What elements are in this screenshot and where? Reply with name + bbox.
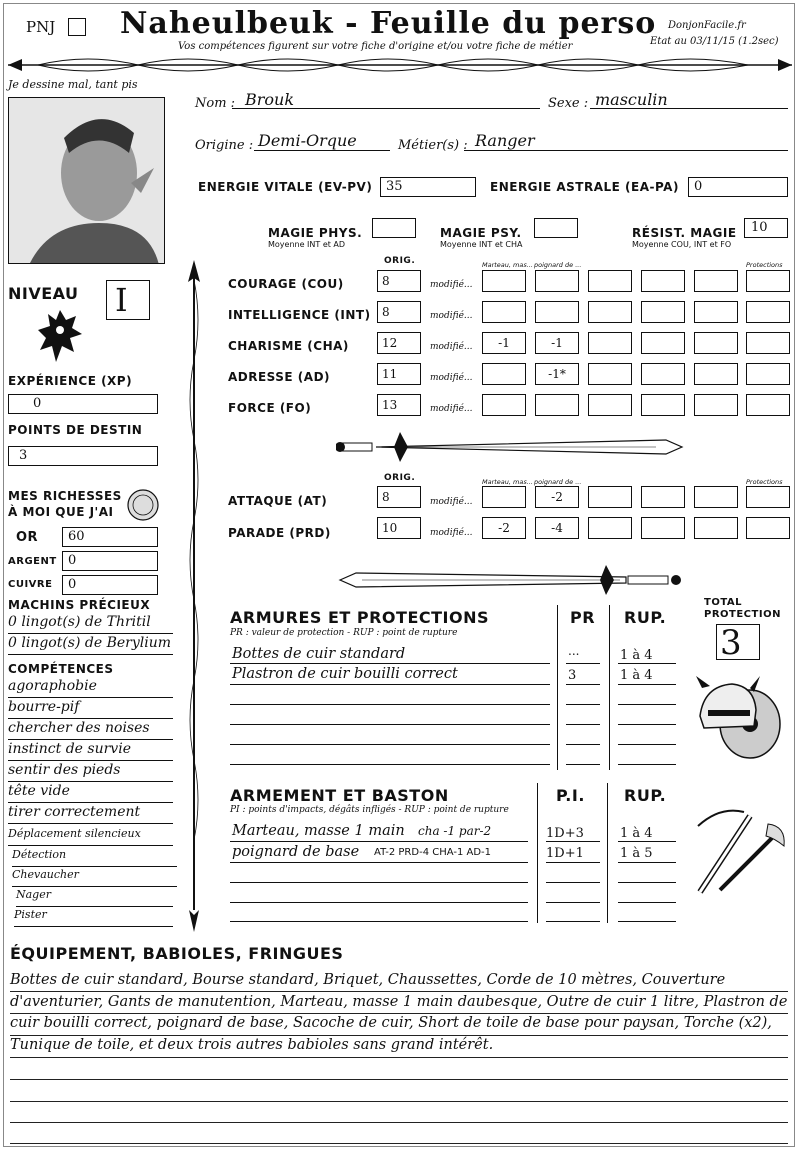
arme-row-rup[interactable]: 1 à 4 — [620, 826, 653, 841]
ev-label: ENERGIE VITALE (EV-PV) — [198, 180, 373, 194]
armure-line — [566, 724, 600, 725]
orig-label: ORIG. — [384, 256, 416, 266]
metier-value[interactable]: Ranger — [475, 131, 535, 150]
sexe-value[interactable]: masculin — [595, 90, 668, 109]
armure-row-name[interactable]: Bottes de cuir standard — [232, 646, 406, 662]
armement-pi-header: P.I. — [556, 786, 585, 805]
combat-mod-cell[interactable] — [746, 486, 790, 508]
portrait-drawing — [9, 98, 165, 264]
niveau-label: NIVEAU — [8, 284, 79, 303]
stat-mod-cell[interactable] — [694, 270, 738, 292]
stat-col-header: Marteau, mas... — [482, 261, 533, 269]
arme-row-note[interactable]: AT-2 PRD-4 CHA-1 AD-1 — [374, 847, 492, 858]
combat-orig-label: ORIG. — [384, 473, 416, 483]
destin-value: 3 — [19, 448, 28, 463]
equipement-line: d'aventurier, Gants de manutention, Marteau, masse 1 main daubesque, Outre de cuir 1 litre, Plastron de — [10, 993, 788, 1010]
combat-mod-cell[interactable] — [588, 517, 632, 539]
richesses-label-1: MES RICHESSES — [8, 489, 122, 503]
equipement-line: Bottes de cuir standard, Bourse standard, Briquet, Chaussettes, Corde de 10 mètres, Couverture — [10, 972, 726, 988]
dragon-icon — [36, 306, 84, 364]
arme-line — [230, 882, 528, 883]
niveau-field[interactable] — [106, 280, 150, 320]
armement-divider — [537, 783, 538, 923]
or-label: OR — [16, 530, 39, 545]
metier-line — [464, 150, 788, 151]
stat-mod-cell[interactable]: -1* — [535, 363, 579, 385]
armure-line — [618, 684, 676, 685]
combat-mod-cell[interactable] — [641, 486, 685, 508]
equip-line — [10, 1122, 788, 1123]
arme-row-name[interactable]: poignard de base — [232, 844, 360, 860]
armures-divider — [557, 605, 558, 770]
armure-row-pr[interactable]: 3 — [568, 668, 577, 683]
portrait-caption: Je dessine mal, tant pis — [8, 78, 138, 91]
version-text: Etat au 03/11/15 (1.2sec) — [650, 36, 779, 47]
stat-col-header: Protections — [746, 261, 783, 269]
pnj-label: PNJ — [26, 18, 56, 36]
stat-mod-cell[interactable] — [482, 363, 526, 385]
stat-mod-cell[interactable] — [588, 394, 632, 416]
total-protection-label-2: PROTECTION — [704, 609, 781, 620]
stat-modifie: modifié... — [430, 404, 473, 414]
stat-mod-cell[interactable] — [588, 363, 632, 385]
magie-phys-field[interactable] — [372, 218, 416, 238]
armure-line — [230, 764, 550, 765]
stat-mod-cell[interactable] — [694, 394, 738, 416]
stat-label-fo: FORCE (FO) — [228, 401, 312, 415]
stat-mod-cell[interactable] — [694, 301, 738, 323]
stat-orig-int[interactable]: 8 — [377, 301, 421, 323]
arme-line — [230, 841, 528, 842]
stat-mod-cell[interactable] — [641, 363, 685, 385]
armure-row-name[interactable]: Plastron de cuir bouilli correct — [232, 666, 458, 682]
magie-phys-note: Moyenne INT et AD — [268, 240, 346, 249]
origine-value[interactable]: Demi-Orque — [258, 131, 357, 150]
competence-item[interactable]: bourre-pif — [8, 698, 173, 719]
armure-line — [230, 744, 550, 745]
combat-col-header: poignard de ... — [534, 478, 582, 486]
stat-modifie: modifié... — [430, 311, 473, 321]
combat-orig-prd[interactable]: 10 — [377, 517, 421, 539]
header-vine-ornament — [8, 55, 792, 77]
arme-line — [618, 841, 676, 842]
resist-magie-label: RÉSIST. MAGIE — [632, 226, 737, 240]
arme-row-pi[interactable]: 1D+1 — [546, 846, 584, 861]
stat-mod-cell[interactable] — [641, 301, 685, 323]
equipement-line: cuir bouilli correct, poignard de base, Sacoche de cuir, Short de toile de base pour paysan, Torche (x2), — [10, 1015, 772, 1032]
stat-label-int: INTELLIGENCE (INT) — [228, 308, 371, 322]
page-title: Naheulbeuk - Feuille du perso — [120, 6, 657, 41]
armement-divider — [607, 783, 608, 923]
origine-line — [254, 150, 390, 151]
competence-item[interactable]: agoraphobie — [8, 677, 173, 698]
experience-field[interactable] — [8, 394, 158, 414]
arme-line — [546, 921, 600, 922]
competence-item[interactable]: Chevaucher — [12, 866, 177, 887]
site-name: DonjonFacile.fr — [668, 20, 746, 31]
magie-psy-field[interactable] — [534, 218, 578, 238]
arme-line — [546, 862, 600, 863]
argent-value: 0 — [68, 553, 77, 568]
experience-value: 0 — [33, 396, 42, 411]
arme-row-note[interactable]: cha -1 par-2 — [418, 824, 492, 838]
stat-mod-cell[interactable] — [535, 270, 579, 292]
competence-item[interactable]: Pister — [14, 906, 173, 927]
coin-icon — [126, 488, 160, 522]
cuivre-value: 0 — [68, 577, 77, 592]
equip-line — [10, 1143, 788, 1144]
stat-mod-cell[interactable] — [588, 332, 632, 354]
origine-label: Origine : — [195, 138, 254, 153]
stat-modifie: modifié... — [430, 280, 473, 290]
combat-orig-at[interactable]: 8 — [377, 486, 421, 508]
armures-subtitle: PR : valeur de protection - RUP : point de rupture — [230, 628, 458, 638]
armure-line — [230, 663, 550, 664]
arme-line — [230, 921, 528, 922]
argent-label: ARGENT — [8, 556, 57, 567]
nom-value[interactable]: Brouk — [245, 90, 295, 109]
stat-mod-cell[interactable] — [746, 363, 790, 385]
stat-mod-cell[interactable] — [535, 301, 579, 323]
pnj-checkbox[interactable] — [68, 18, 86, 36]
combat-mod-cell[interactable] — [482, 486, 526, 508]
stat-mod-cell[interactable] — [588, 301, 632, 323]
arme-line — [546, 841, 600, 842]
stat-mod-cell[interactable] — [746, 394, 790, 416]
argent-field[interactable] — [62, 551, 158, 571]
stat-mod-cell[interactable] — [482, 270, 526, 292]
armure-line — [618, 724, 676, 725]
experience-label: EXPÉRIENCE (XP) — [8, 374, 133, 388]
cuivre-label: CUIVRE — [8, 579, 53, 590]
combat-label-at: ATTAQUE (AT) — [228, 494, 328, 508]
resist-magie-value: 10 — [751, 220, 768, 235]
armement-subtitle: PI : points d'impacts, dégâts infligés - RUP : point de rupture — [230, 805, 509, 815]
page-subtitle: Vos compétences figurent sur votre fiche d'origine et/ou votre fiche de métier — [178, 41, 573, 52]
armure-row-rup[interactable]: 1 à 4 — [620, 668, 653, 683]
stat-mod-cell[interactable] — [588, 270, 632, 292]
stat-modifie: modifié... — [430, 342, 473, 352]
armure-line — [566, 764, 600, 765]
combat-mod-cell[interactable] — [746, 517, 790, 539]
stat-label-cha: CHARISME (CHA) — [228, 339, 349, 353]
sword-ornament — [336, 430, 686, 464]
or-field[interactable] — [62, 527, 158, 547]
stat-mod-cell[interactable] — [746, 270, 790, 292]
arme-line — [618, 862, 676, 863]
arme-line — [230, 902, 528, 903]
stat-orig-fo[interactable]: 13 — [377, 394, 421, 416]
competence-item[interactable]: Déplacement silencieux — [8, 825, 173, 846]
richesses-label-2: À MOI QUE J'AI — [8, 505, 114, 519]
total-protection-label-1: TOTAL — [704, 597, 742, 608]
stat-mod-cell[interactable]: -1 — [535, 332, 579, 354]
niveau-value: I — [115, 281, 128, 319]
total-protection-value: 3 — [720, 623, 742, 663]
combat-mod-cell[interactable] — [588, 486, 632, 508]
combat-mod-cell[interactable] — [694, 486, 738, 508]
crossed-weapons-icon — [690, 806, 790, 900]
destin-field[interactable] — [8, 446, 158, 466]
stat-orig-cou[interactable]: 8 — [377, 270, 421, 292]
stat-mod-cell[interactable] — [746, 301, 790, 323]
combat-mod-cell[interactable] — [641, 517, 685, 539]
armement-title: ARMEMENT ET BASTON — [230, 786, 449, 805]
competence-item[interactable]: instinct de survie — [8, 740, 173, 761]
armure-line — [566, 663, 600, 664]
stat-col-header: poignard de ... — [534, 261, 582, 269]
stat-mod-cell[interactable]: -1 — [482, 332, 526, 354]
helmet-shield-icon — [694, 676, 786, 766]
armures-title: ARMURES ET PROTECTIONS — [230, 608, 489, 627]
portrait-image — [8, 97, 165, 264]
stat-mod-cell[interactable] — [641, 332, 685, 354]
competences-label: COMPÉTENCES — [8, 662, 114, 676]
armures-divider — [609, 605, 610, 770]
arme-line — [618, 921, 676, 922]
competence-item[interactable]: Détection — [12, 846, 177, 867]
armure-row-rup[interactable]: 1 à 4 — [620, 648, 653, 663]
resist-magie-note: Moyenne COU, INT et FO — [632, 240, 732, 249]
ea-label: ENERGIE ASTRALE (EA-PA) — [490, 180, 679, 194]
combat-col-header: Protections — [746, 478, 783, 486]
combat-mod-cell[interactable]: -4 — [535, 517, 579, 539]
competence-item[interactable]: Nager — [16, 886, 173, 907]
stat-modifie: modifié... — [430, 373, 473, 383]
arme-line — [546, 882, 600, 883]
equipement-line: Tunique de toile, et deux trois autres babioles sans grand intérêt. — [10, 1036, 494, 1053]
competence-item[interactable]: tête vide — [8, 782, 173, 803]
ea-field[interactable] — [688, 177, 788, 197]
armure-line — [566, 704, 600, 705]
equip-line — [10, 1079, 788, 1080]
stat-orig-ad[interactable]: 11 — [377, 363, 421, 385]
arme-line — [618, 902, 676, 903]
metier-label: Métier(s) : — [398, 138, 468, 153]
equipement-text[interactable] — [10, 970, 788, 1056]
destin-label: POINTS DE DESTIN — [8, 423, 143, 437]
armures-pr-header: PR — [570, 608, 596, 627]
stat-mod-cell[interactable] — [535, 394, 579, 416]
arme-row-rup[interactable]: 1 à 5 — [620, 846, 653, 861]
stat-mod-cell[interactable] — [482, 394, 526, 416]
ea-value: 0 — [694, 179, 703, 194]
arme-line — [546, 902, 600, 903]
cuivre-field[interactable] — [62, 575, 158, 595]
ev-field[interactable] — [380, 177, 476, 197]
combat-mod-cell[interactable] — [694, 517, 738, 539]
or-value: 60 — [68, 529, 85, 544]
stat-orig-cha[interactable]: 12 — [377, 332, 421, 354]
arme-row-pi[interactable]: 1D+3 — [546, 826, 584, 841]
machins-label: MACHINS PRÉCIEUX — [8, 598, 151, 612]
machin-item[interactable]: 0 lingot(s) de Berylium — [8, 634, 173, 655]
stat-mod-cell[interactable] — [694, 332, 738, 354]
armement-rup-header: RUP. — [624, 786, 667, 805]
combat-col-header: Marteau, mas... — [482, 478, 533, 486]
stat-mod-cell[interactable] — [694, 363, 738, 385]
armure-line — [618, 663, 676, 664]
combat-mod-cell[interactable]: -2 — [535, 486, 579, 508]
armure-line — [618, 764, 676, 765]
equipement-title: ÉQUIPEMENT, BABIOLES, FRINGUES — [10, 944, 344, 963]
stat-label-ad: ADRESSE (AD) — [228, 370, 331, 384]
competence-item[interactable]: tirer correctement — [8, 803, 173, 824]
armure-line — [230, 724, 550, 725]
armure-line — [566, 684, 600, 685]
magie-psy-label: MAGIE PSY. — [440, 226, 522, 240]
stat-mod-cell[interactable] — [746, 332, 790, 354]
arme-row-name[interactable]: Marteau, masse 1 main — [232, 823, 405, 839]
armure-line — [618, 704, 676, 705]
stat-mod-cell[interactable] — [641, 394, 685, 416]
total-protection-field[interactable] — [716, 623, 760, 663]
stat-label-cou: COURAGE (COU) — [228, 277, 344, 291]
competence-item[interactable]: sentir des pieds — [8, 761, 173, 782]
armure-line — [618, 744, 676, 745]
sword-ornament — [336, 563, 686, 597]
armures-rup-header: RUP. — [624, 608, 667, 627]
magie-psy-note: Moyenne INT et CHA — [440, 240, 523, 249]
nom-label: Nom : — [195, 96, 236, 111]
armure-line — [230, 704, 550, 705]
armure-row-pr[interactable]: ... — [568, 644, 580, 658]
armure-line — [566, 744, 600, 745]
competence-item[interactable]: chercher des noises — [8, 719, 173, 740]
equip-line — [10, 1057, 788, 1058]
ev-value: 35 — [386, 179, 403, 194]
machin-item[interactable]: 0 lingot(s) de Thritil — [8, 613, 173, 634]
combat-modifie: modifié... — [430, 528, 473, 538]
equip-line — [10, 1101, 788, 1102]
stat-mod-cell[interactable] — [641, 270, 685, 292]
armure-line — [230, 684, 550, 685]
combat-modifie: modifié... — [430, 497, 473, 507]
resist-magie-field[interactable] — [744, 218, 788, 238]
arme-line — [230, 862, 528, 863]
arme-line — [618, 882, 676, 883]
magie-phys-label: MAGIE PHYS. — [268, 226, 363, 240]
spear-divider — [184, 260, 204, 932]
stat-mod-cell[interactable] — [482, 301, 526, 323]
sexe-label: Sexe : — [548, 96, 589, 111]
combat-label-prd: PARADE (PRD) — [228, 526, 331, 540]
combat-mod-cell[interactable]: -2 — [482, 517, 526, 539]
